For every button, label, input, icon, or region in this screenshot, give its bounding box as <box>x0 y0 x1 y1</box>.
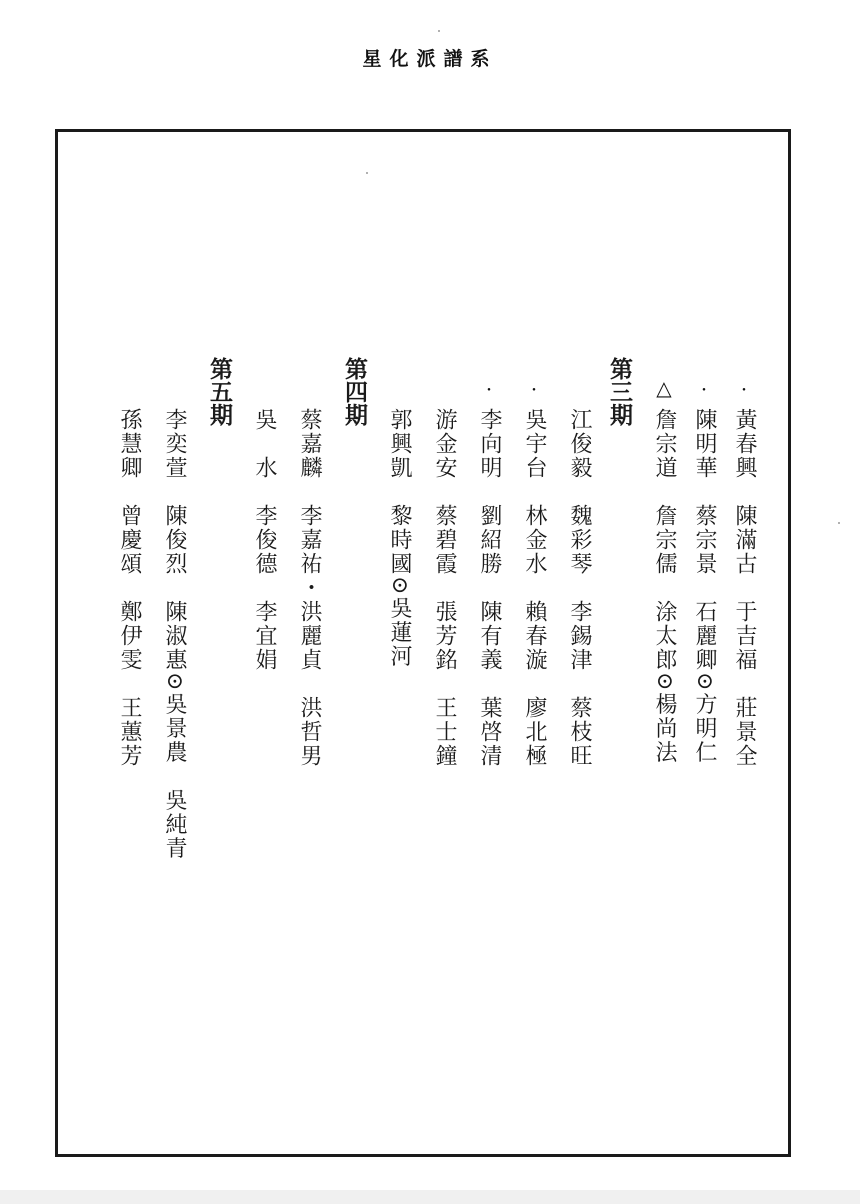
lineage-column: 吳 水 李俊德 李宜娟 <box>252 408 277 672</box>
bottom-strip <box>0 1190 860 1204</box>
period-heading: 第四期 <box>341 357 367 426</box>
scan-speck <box>438 30 440 32</box>
lineage-column: 郭興凱 黎時國⊙吳蓮河 <box>387 408 412 669</box>
period-heading: 第三期 <box>606 357 632 426</box>
lineage-column: 詹宗道 詹宗儒 涂太郎⊙楊尚法 <box>652 408 677 765</box>
dot-mark: ・ <box>737 383 751 399</box>
period-heading: 第五期 <box>206 357 232 426</box>
lineage-column: 黃春興 陳滿古 于吉福 莊景全 <box>732 408 757 768</box>
scan-speck <box>838 522 840 524</box>
dot-mark: ・ <box>697 383 711 399</box>
scan-speck <box>366 172 368 174</box>
lineage-column: 孫慧卿 曾慶頌 鄭伊雯 王蕙芳 <box>117 408 142 768</box>
lineage-column: 蔡嘉麟 李嘉祐・洪麗貞 洪哲男 <box>297 408 322 768</box>
lineage-column: 李向明 劉紹勝 陳有義 葉啓清 <box>477 408 502 768</box>
dot-mark: ・ <box>527 383 541 399</box>
lineage-column: 陳明華 蔡宗景 石麗卿⊙方明仁 <box>692 408 717 765</box>
lineage-column: 李奕萱 陳俊烈 陳淑惠⊙吳景農 吳純青 <box>162 408 187 861</box>
lineage-column: 吳宇台 林金水 賴春漩 廖北極 <box>522 408 547 768</box>
triangle-mark: △ <box>656 376 672 400</box>
dot-mark: ・ <box>482 383 496 399</box>
page-title: 星化派譜系 <box>362 48 498 70</box>
lineage-column: 江俊毅 魏彩琴 李錫津 蔡枝旺 <box>567 408 592 768</box>
lineage-column: 游金安 蔡碧霞 張芳銘 王士鐘 <box>432 408 457 768</box>
